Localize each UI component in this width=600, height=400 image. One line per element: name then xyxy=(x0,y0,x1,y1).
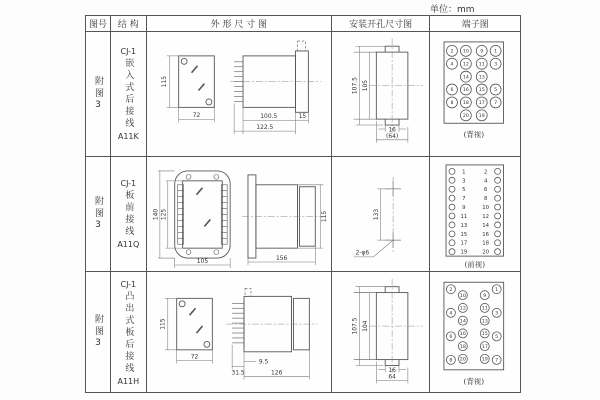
structure-label: 嵌入式后接线 xyxy=(123,58,134,130)
terminal-diagram-a11q xyxy=(430,157,520,271)
structure-cell xyxy=(111,157,147,271)
structure-cell xyxy=(111,272,147,393)
install-drawing xyxy=(332,272,430,393)
outline-diagram-a11q xyxy=(147,157,332,271)
structure-cell xyxy=(111,32,147,156)
svg-text:4: 4 xyxy=(450,62,454,68)
svg-text:6: 6 xyxy=(450,88,454,94)
terminal-drawing xyxy=(430,157,520,271)
structure-label: 凸出式板后接线 xyxy=(123,290,134,375)
svg-text:13: 13 xyxy=(479,75,486,81)
svg-text:4: 4 xyxy=(484,178,488,185)
table-row-a11k xyxy=(86,32,520,157)
install-drawing xyxy=(332,157,430,271)
svg-text:20: 20 xyxy=(482,249,490,256)
svg-text:14: 14 xyxy=(460,319,467,325)
dim-cutout-outer-height: 107.5 xyxy=(352,77,359,95)
dim-span-width: (64) xyxy=(385,133,399,140)
install-diagram-a11k xyxy=(332,32,431,156)
terminal-drawing xyxy=(430,32,520,156)
header-outline-dims: 外 形 尺 寸 图 xyxy=(147,16,332,31)
svg-text:19: 19 xyxy=(460,249,468,256)
figure-number-label: 附图3 xyxy=(92,75,103,113)
dim-side-height: 115 xyxy=(320,210,328,223)
dim-gap-length: 9.5 xyxy=(258,358,269,366)
svg-text:17: 17 xyxy=(479,101,486,107)
hole-size-label: 2-φ6 xyxy=(355,250,370,257)
dim-front-width: 72 xyxy=(192,112,201,120)
svg-text:13: 13 xyxy=(460,222,468,229)
svg-text:7: 7 xyxy=(462,196,467,203)
svg-text:5: 5 xyxy=(494,88,498,94)
outline-drawing xyxy=(147,32,331,156)
dim-front-width: 105 xyxy=(196,258,208,266)
terminal-view-label: (背视) xyxy=(463,130,485,140)
svg-text:8: 8 xyxy=(449,358,453,364)
dim-cutout-inner-height: 104 xyxy=(362,320,369,332)
outline-drawing xyxy=(147,272,331,393)
dim-cutout-outer-height: 107.5 xyxy=(352,317,359,335)
svg-text:9: 9 xyxy=(483,293,487,299)
svg-text:11: 11 xyxy=(482,306,489,312)
dim-front-width: 72 xyxy=(190,353,199,361)
header-install-dims: 安装开孔尺寸图 xyxy=(332,16,431,31)
terminal-diagram-a11k xyxy=(430,32,520,156)
table-header-row xyxy=(86,16,520,32)
svg-text:16: 16 xyxy=(482,231,490,238)
svg-text:14: 14 xyxy=(463,75,470,81)
svg-text:9: 9 xyxy=(462,205,467,212)
figure-number-label: 附图3 xyxy=(92,314,103,351)
dim-hole-spacing: 133 xyxy=(373,208,380,221)
dim-front-height: 140 xyxy=(152,208,160,221)
svg-text:3: 3 xyxy=(495,311,499,317)
model-code: A11H xyxy=(117,376,140,386)
outline-drawing xyxy=(147,157,331,271)
svg-text:19: 19 xyxy=(482,357,489,363)
terminal-view-label: (背视) xyxy=(463,376,485,386)
svg-text:18: 18 xyxy=(460,344,467,350)
dim-body-length: 126 xyxy=(270,369,283,377)
figure-number-label: 附图3 xyxy=(92,195,103,233)
svg-text:1: 1 xyxy=(494,49,498,55)
dim-front-height: 115 xyxy=(159,318,167,330)
svg-text:17: 17 xyxy=(460,240,468,247)
terminal-diagram-a11h xyxy=(430,272,520,393)
svg-text:18: 18 xyxy=(482,240,490,247)
install-drawing xyxy=(332,32,430,156)
svg-text:12: 12 xyxy=(463,62,470,68)
dim-notch-width: 16 xyxy=(388,127,396,134)
svg-text:6: 6 xyxy=(484,187,488,194)
model-code: A11Q xyxy=(117,240,140,249)
svg-text:7: 7 xyxy=(494,101,498,107)
figure-number xyxy=(86,157,111,271)
svg-text:10: 10 xyxy=(460,293,467,299)
svg-text:2: 2 xyxy=(484,169,488,176)
install-diagram-a11q xyxy=(332,157,431,271)
install-diagram-a11h xyxy=(332,272,431,393)
svg-text:11: 11 xyxy=(479,62,486,68)
svg-text:3: 3 xyxy=(494,62,498,68)
svg-text:15: 15 xyxy=(479,88,486,94)
svg-text:1: 1 xyxy=(495,287,499,293)
header-structure: 结 构 xyxy=(111,16,147,31)
svg-text:10: 10 xyxy=(482,205,490,212)
terminal-drawing xyxy=(430,272,520,393)
svg-text:17: 17 xyxy=(482,344,489,350)
svg-text:3: 3 xyxy=(462,178,467,185)
series-label: CJ-1 xyxy=(120,47,137,56)
model-code: A11K xyxy=(117,132,139,141)
svg-text:13: 13 xyxy=(482,319,489,325)
dim-total-length: 122.5 xyxy=(256,124,274,132)
svg-text:16: 16 xyxy=(463,88,470,94)
structure-label: 板前接线 xyxy=(123,190,134,238)
outline-diagram-a11h xyxy=(147,272,332,393)
dim-span-width: 64 xyxy=(388,374,396,381)
svg-text:8: 8 xyxy=(484,196,488,203)
svg-text:20: 20 xyxy=(463,114,470,120)
spec-table xyxy=(85,15,521,393)
svg-text:14: 14 xyxy=(482,222,490,229)
table-row-a11q xyxy=(86,157,520,272)
svg-text:1: 1 xyxy=(462,169,467,176)
svg-text:15: 15 xyxy=(460,231,468,238)
svg-text:2: 2 xyxy=(450,49,454,55)
dim-cutout-inner-height: 105 xyxy=(362,79,369,92)
dim-pin-length: 31.5 xyxy=(231,369,245,377)
svg-text:12: 12 xyxy=(482,213,490,220)
svg-text:6: 6 xyxy=(449,335,453,341)
svg-text:5: 5 xyxy=(462,187,467,194)
svg-text:15: 15 xyxy=(482,332,489,338)
figure-number xyxy=(86,272,111,393)
unit-label: 单位：mm xyxy=(430,5,475,15)
terminal-view-label: (前视) xyxy=(464,260,486,270)
svg-text:11: 11 xyxy=(460,213,468,220)
dim-front-height: 115 xyxy=(160,75,168,88)
svg-text:10: 10 xyxy=(463,49,470,55)
svg-text:2: 2 xyxy=(449,287,453,293)
svg-text:16: 16 xyxy=(460,332,467,338)
svg-text:12: 12 xyxy=(460,306,467,312)
dim-body-length: 100.5 xyxy=(260,113,278,121)
dim-side-length: 156 xyxy=(275,255,288,263)
header-terminal: 端子图 xyxy=(461,20,489,30)
svg-text:7: 7 xyxy=(495,358,499,364)
figure-number xyxy=(86,32,111,156)
series-label: CJ-1 xyxy=(120,179,137,188)
svg-text:9: 9 xyxy=(480,49,484,55)
header-figure-no: 图号 xyxy=(86,16,111,31)
outline-diagram-a11k xyxy=(147,32,332,156)
table-row-a11h xyxy=(86,272,520,393)
dim-inner-height: 125 xyxy=(160,208,168,221)
svg-text:8: 8 xyxy=(450,101,454,107)
svg-text:18: 18 xyxy=(463,101,470,107)
dim-flange-width: 15 xyxy=(298,113,306,121)
svg-text:5: 5 xyxy=(495,335,499,341)
dim-notch-width: 16 xyxy=(388,367,396,374)
svg-text:19: 19 xyxy=(479,114,486,120)
svg-text:4: 4 xyxy=(449,311,453,317)
series-label: CJ-1 xyxy=(120,279,137,289)
svg-text:20: 20 xyxy=(460,357,467,363)
